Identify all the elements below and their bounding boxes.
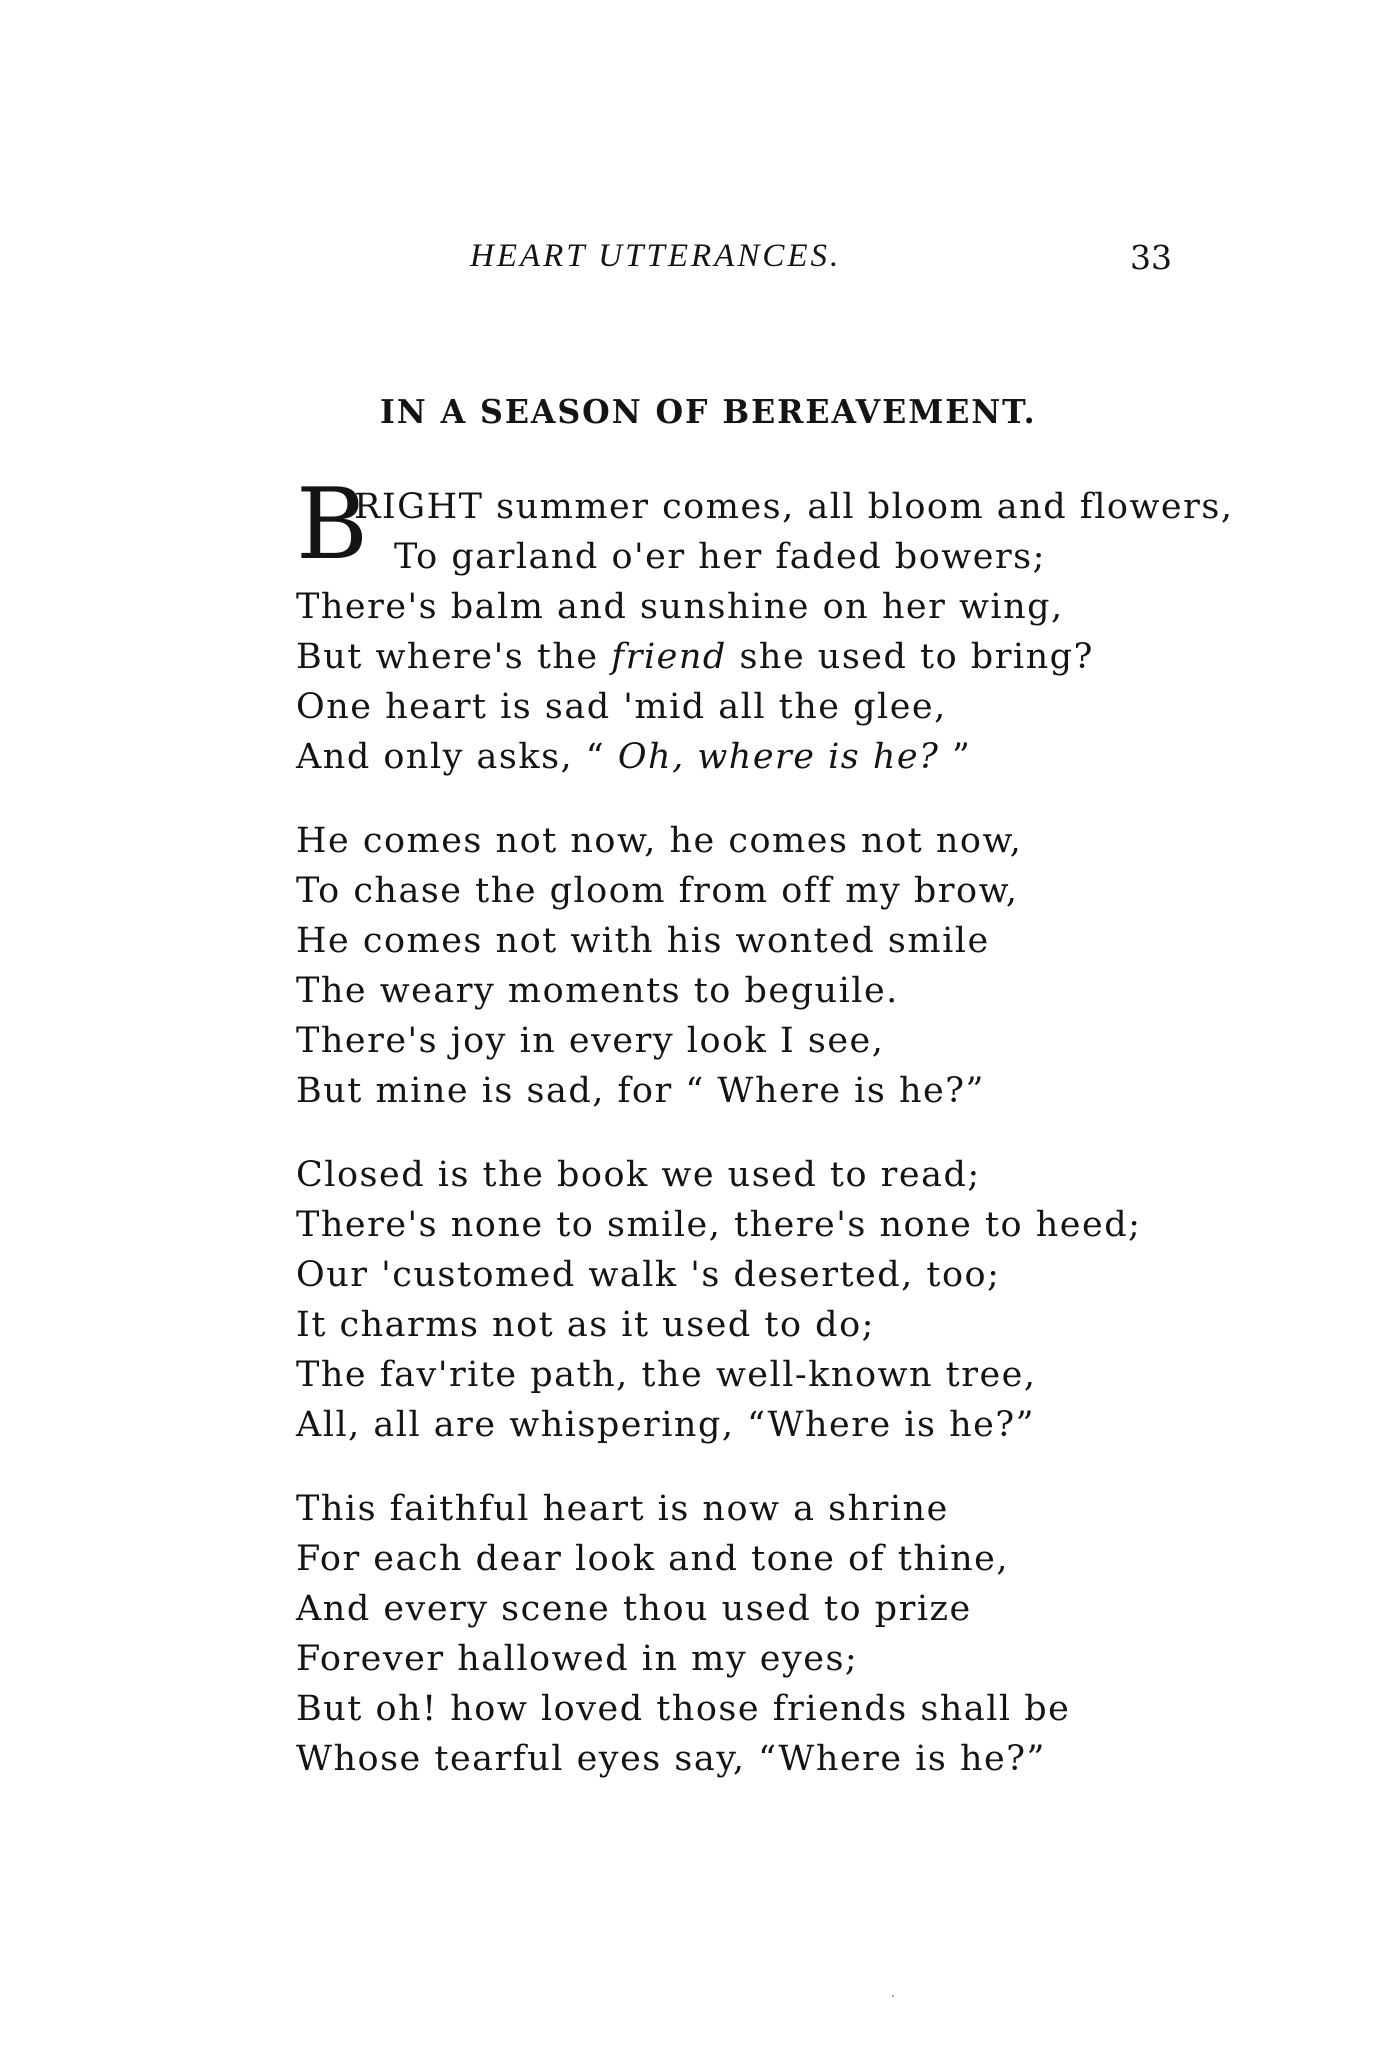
poem-title: IN A SEASON OF BEREAVEMENT.	[380, 392, 1037, 431]
poem-line: Our 'customed walk 's deserted, too;	[296, 1255, 1001, 1295]
stanza-3	[296, 1150, 1296, 1450]
poem-line: There's balm and sunshine on her wing,	[296, 587, 1064, 627]
poem-line: It charms not as it used to do;	[296, 1305, 875, 1345]
drop-cap: B	[296, 468, 370, 582]
italic-emphasis: Oh, where is he?	[617, 737, 940, 777]
poem-line: The fav'rite path, the well-known tree,	[296, 1355, 1037, 1395]
poem-line: To garland o'er her faded bowers;	[394, 537, 1046, 577]
stanza-2	[296, 816, 1296, 1116]
poem-line: For each dear look and tone of thine,	[296, 1539, 1009, 1579]
poem-line: Closed is the book we used to read;	[296, 1155, 981, 1195]
poem-line: And every scene thou used to prize	[296, 1589, 972, 1629]
running-head: HEART UTTERANCES.	[470, 238, 842, 274]
poem-line: This faithful heart is now a shrine	[296, 1489, 949, 1529]
poem-line: Whose tearful eyes say, “Where is he?”	[296, 1739, 1046, 1779]
paper-speck	[892, 1995, 894, 1997]
poem-line: The weary moments to beguile.	[296, 971, 899, 1011]
poem-line: One heart is sad 'mid all the glee,	[296, 687, 947, 727]
poem-line: He comes not now, he comes not now,	[296, 821, 1023, 861]
poem-line: There's none to smile, there's none to heed;	[296, 1205, 1142, 1245]
poem-line: And only asks, “ Oh, where is he? ”	[296, 737, 972, 777]
poem-line: All, all are whispering, “Where is he?”	[296, 1405, 1035, 1445]
stanza-4	[296, 1484, 1296, 1784]
poem-body	[296, 468, 1296, 1818]
italic-emphasis: friend	[611, 637, 727, 677]
page-number: 33	[1130, 238, 1172, 277]
poem-line: But oh! how loved those friends shall be	[296, 1689, 1071, 1729]
poem-line: But mine is sad, for “ Where is he?”	[296, 1071, 985, 1111]
poem-line: He comes not with his wonted smile	[296, 921, 990, 961]
stanza-1	[296, 468, 1296, 782]
poem-line: To chase the gloom from off my brow,	[296, 871, 1019, 911]
poem-line: Forever hallowed in my eyes;	[296, 1639, 859, 1679]
poem-line: But where's the friend she used to bring?	[296, 637, 1094, 677]
poem-line: There's joy in every look I see,	[296, 1021, 885, 1061]
poem-line: RIGHT summer comes, all bloom and flowers,	[354, 487, 1234, 527]
